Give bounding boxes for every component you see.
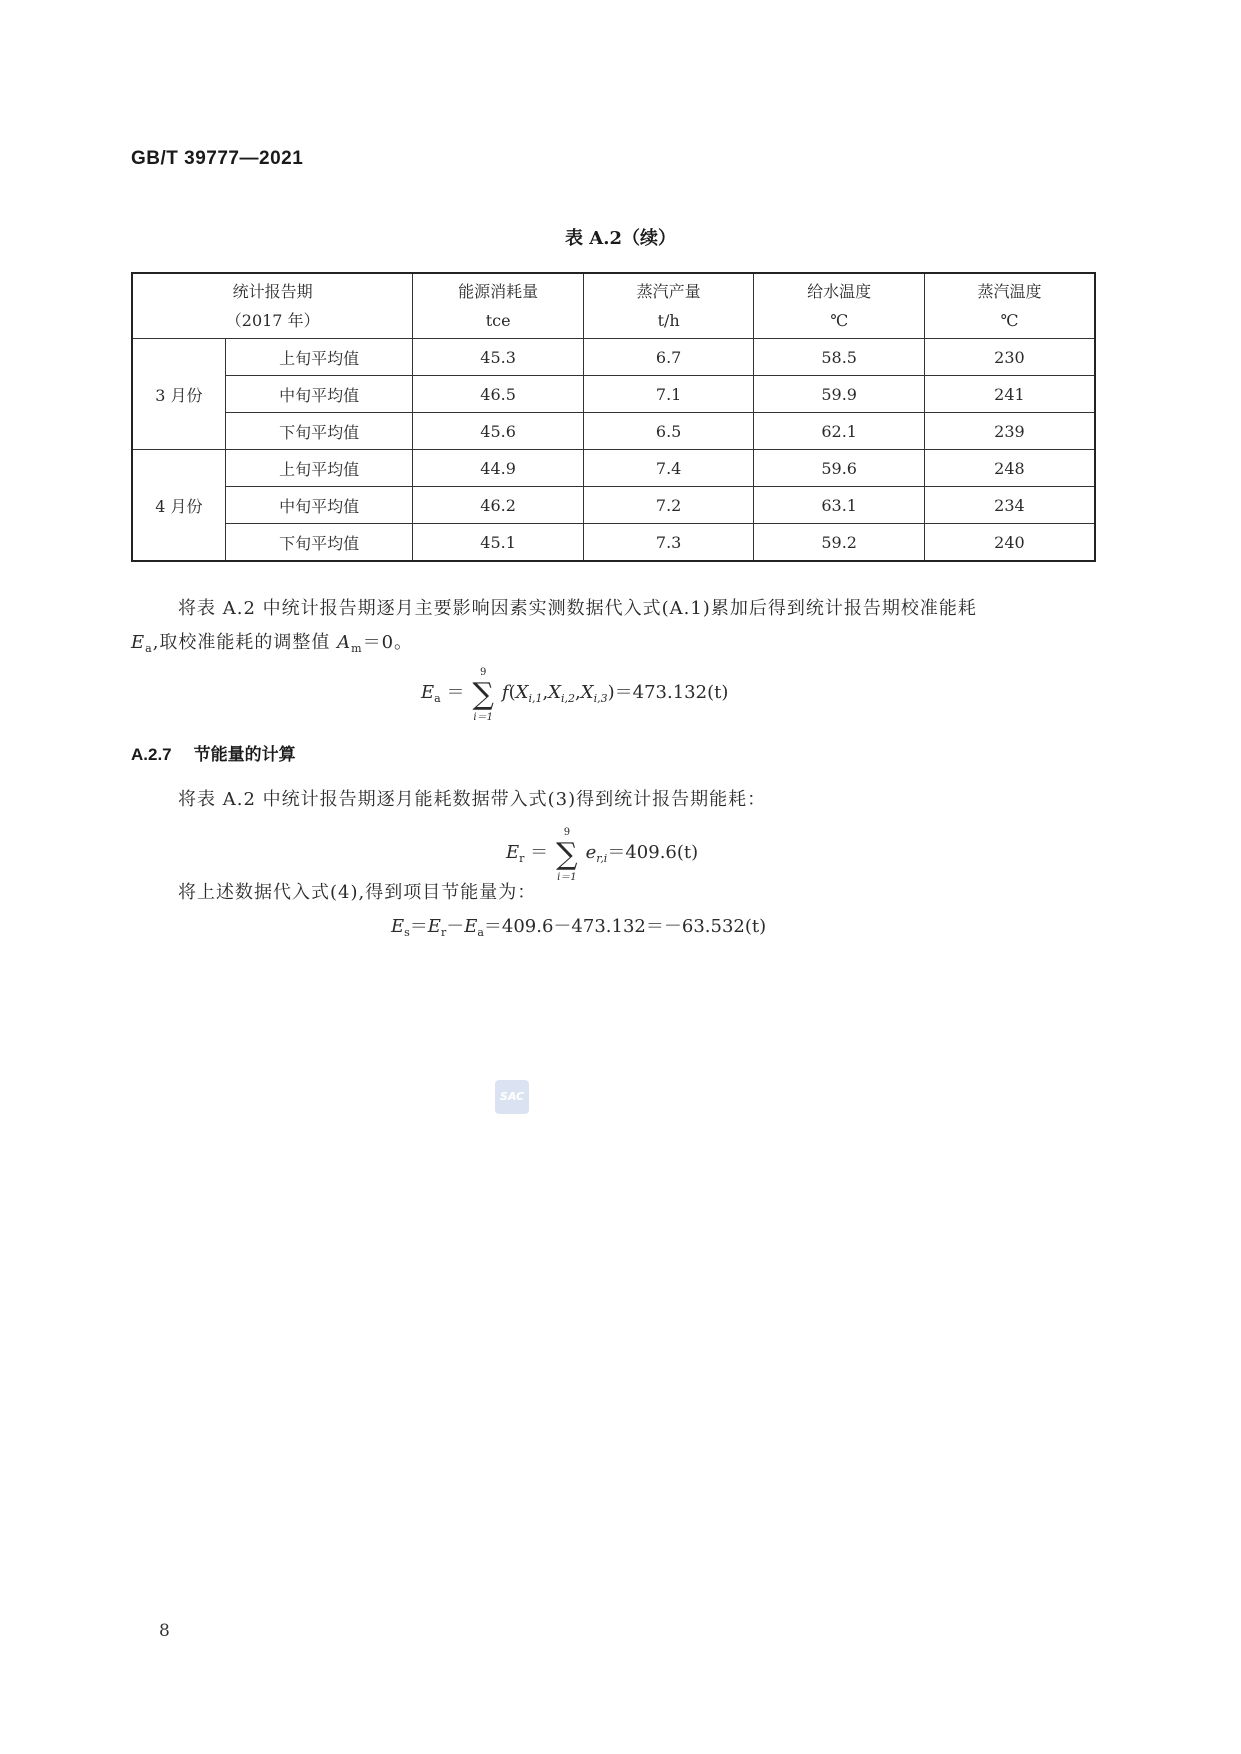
steam-temp-cell: 234	[924, 487, 1095, 524]
standard-code: GB/T 39777—2021	[131, 148, 304, 169]
steam-cell: 7.4	[583, 450, 754, 487]
header-steam-output: 蒸汽产量 t/h	[583, 273, 754, 339]
energy-cell: 44.9	[413, 450, 584, 487]
table-row	[132, 524, 1095, 562]
header-steam-temp: 蒸汽温度 ℃	[924, 273, 1095, 339]
steam-temp-cell: 230	[924, 339, 1095, 376]
water-temp-cell: 59.6	[754, 450, 925, 487]
water-temp-cell: 58.5	[754, 339, 925, 376]
table-row	[132, 413, 1095, 450]
period-cell: 上旬平均值	[225, 450, 413, 487]
steam-cell: 6.5	[583, 413, 754, 450]
table-row	[132, 450, 1095, 487]
header-period: 统计报告期 （2017 年）	[132, 273, 413, 339]
water-temp-cell: 59.2	[754, 524, 925, 562]
table-caption: 表 A.2（续）	[564, 228, 677, 249]
sac-watermark-logo: SAC	[495, 1080, 529, 1114]
header-feedwater-temp: 给水温度 ℃	[754, 273, 925, 339]
energy-cell: 46.2	[413, 487, 584, 524]
energy-cell: 45.6	[413, 413, 584, 450]
period-cell: 中旬平均值	[225, 487, 413, 524]
month-cell: 3 月份	[132, 339, 225, 450]
header-energy: 能源消耗量 tce	[413, 273, 584, 339]
section-heading: A.2.7 节能量的计算	[131, 745, 296, 764]
energy-cell: 45.3	[413, 339, 584, 376]
energy-cell: 46.5	[413, 376, 584, 413]
energy-cell: 45.1	[413, 524, 584, 562]
steam-temp-cell: 240	[924, 524, 1095, 562]
summation-symbol: ∑ 9 i＝1	[472, 667, 494, 723]
water-temp-cell: 62.1	[754, 413, 925, 450]
period-cell: 上旬平均值	[225, 339, 413, 376]
table-row	[132, 339, 1095, 376]
steam-temp-cell: 248	[924, 450, 1095, 487]
summation-symbol: ∑ 9 i＝1	[556, 827, 578, 883]
period-cell: 下旬平均值	[225, 413, 413, 450]
table-header-row	[132, 273, 1095, 339]
period-cell: 中旬平均值	[225, 376, 413, 413]
period-cell: 下旬平均值	[225, 524, 413, 562]
water-temp-cell: 63.1	[754, 487, 925, 524]
data-table	[131, 272, 1096, 562]
paragraph-1-line-1: 将表 A.2 中统计报告期逐月主要影响因素实测数据代入式(A.1)累加后得到统计报告期校准能耗	[178, 598, 977, 619]
formula-calibrated-energy: $E_a$ ＝ ∑ 9 i＝1 $f(X_{i,1},X_{i,2},X_{i,3})=473.132(t)$	[421, 667, 729, 723]
paragraph-3: 将上述数据代入式(4),得到项目节能量为：	[178, 882, 537, 903]
table-row	[132, 487, 1095, 524]
month-cell: 4 月份	[132, 450, 225, 562]
steam-cell: 6.7	[583, 339, 754, 376]
formula-reporting-energy: $E_r$ ＝ ∑ 9 i＝1 $e_{r,i}=409.6(t)$	[506, 827, 699, 883]
paragraph-1-line-2: $E_a$,取校准能耗的调整值 $A_m=0$。	[131, 632, 414, 655]
page-number: 8	[159, 1621, 170, 1641]
steam-cell: 7.3	[583, 524, 754, 562]
paragraph-2: 将表 A.2 中统计报告期逐月能耗数据带入式(3)得到统计报告期能耗：	[178, 789, 767, 810]
steam-cell: 7.2	[583, 487, 754, 524]
formula-energy-savings: $E_s=E_r-E_a=409.6-473.132=-63.532(t)$	[391, 916, 767, 939]
steam-temp-cell: 241	[924, 376, 1095, 413]
water-temp-cell: 59.9	[754, 376, 925, 413]
steam-cell: 7.1	[583, 376, 754, 413]
table-row	[132, 376, 1095, 413]
steam-temp-cell: 239	[924, 413, 1095, 450]
